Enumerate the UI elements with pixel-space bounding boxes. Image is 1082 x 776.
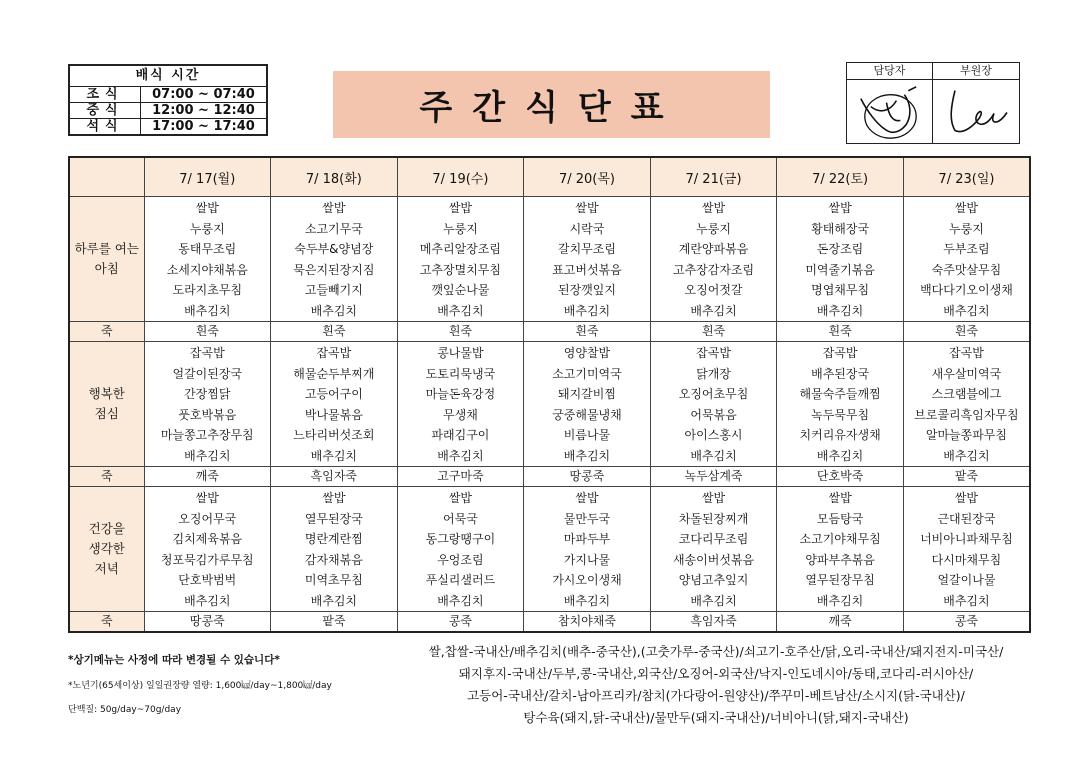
menu-item: 배추김치 (690, 303, 737, 318)
menu-item: 누룽지 (443, 221, 478, 236)
day-header: 7/ 19(수) (397, 157, 524, 197)
juk-item: 팥죽 (271, 612, 398, 633)
menu-item: 잡곡밥 (949, 346, 984, 360)
menu-item: 쌀밥 (701, 201, 726, 215)
day-header: 7/ 21(금) (650, 157, 777, 197)
juk-item: 흰죽 (903, 322, 1030, 342)
menu-item: 알마늘쫑파무침 (925, 428, 1008, 442)
lunch-menu-cell (524, 342, 651, 467)
breakfast-menu-cell (903, 197, 1030, 322)
approval-box (846, 62, 1020, 144)
menu-item: 쌀밥 (828, 201, 852, 215)
menu-item: 누룽지 (696, 221, 731, 236)
menu-item: 배추김치 (563, 448, 611, 463)
juk-item: 흰죽 (271, 322, 398, 342)
menu-item: 미역줄기볶음 (805, 262, 875, 277)
menu-item: 갈치무조림 (557, 242, 616, 256)
menu-item: 묵은지된장지짐 (293, 262, 375, 277)
menu-item: 배추김치 (437, 448, 484, 463)
menu-item: 누룽지 (949, 221, 984, 236)
menu-item: 배추김치 (816, 448, 864, 463)
dinner-label-line: 생각한 (88, 541, 125, 556)
menu-item: 궁중해물냉채 (552, 407, 622, 422)
menu-item: 배추김치 (943, 593, 990, 608)
menu-item: 숙주맛살무침 (931, 262, 1002, 277)
breakfast-label-line: 아침 (94, 261, 119, 276)
menu-item: 돈장조림 (816, 242, 864, 256)
day-header: 7/ 20(목) (524, 157, 651, 197)
menu-item: 배추김치 (184, 303, 231, 318)
energy-recommendation: *노년기(65세이상) 일일권장량 열량: 1,600㎉/day~1,800㎉/day (68, 681, 332, 691)
menu-item: 배추김치 (310, 303, 358, 318)
menu-item: 푸실리샐러드 (425, 573, 496, 587)
day-header-row (69, 157, 1030, 197)
juk-item: 콩죽 (397, 612, 524, 633)
menu-item: 콩나물밥 (437, 346, 484, 360)
lunch-label-line: 행복한 (88, 386, 125, 401)
menu-item: 고추장멸치무침 (419, 262, 501, 277)
menu-item: 배추김치 (310, 593, 358, 608)
dinner-time-label: 석식 (69, 119, 141, 136)
dinner-menu-cell (144, 487, 271, 612)
menu-item: 배추김치 (563, 593, 611, 608)
menu-item: 가시오이생채 (552, 573, 622, 587)
menu-item: 해물숙주들깨찜 (799, 387, 881, 401)
juk-item: 땅콩죽 (524, 467, 651, 487)
origin-line: 고등어-국내산/갈치-남아프리카/참치(가다랑어-원양산)/쭈꾸미-베트남산/소시지(닭-국내산)/ (467, 688, 965, 703)
menu-item: 마늘돈육강정 (425, 387, 496, 401)
menu-item: 양파부추볶음 (805, 552, 875, 567)
menu-item: 배추김치 (437, 593, 484, 608)
approval-header-staff: 담당자 (847, 63, 933, 80)
menu-item: 쌀밥 (575, 201, 599, 215)
change-notice: *상기메뉴는 사정에 따라 변경될 수 있습니다* (68, 654, 280, 666)
menu-item: 소고기야채무침 (799, 532, 881, 546)
menu-item: 메추리알장조림 (419, 242, 501, 256)
menu-item: 새우살미역국 (931, 366, 1002, 381)
juk-item: 참치야채죽 (524, 612, 651, 633)
breakfast-menu-cell (144, 197, 271, 322)
menu-item: 잡곡밥 (189, 346, 225, 360)
menu-item: 시락국 (569, 221, 605, 236)
juk-item: 깨죽 (144, 467, 271, 487)
protein-recommendation: 단백질: 50g/day~70g/day (68, 705, 182, 715)
juk-item: 녹두삼계죽 (650, 467, 777, 487)
menu-item: 스크램블에그 (931, 387, 1002, 401)
lunch-menu-cell (397, 342, 524, 467)
menu-item: 쌀밥 (575, 491, 599, 505)
menu-item: 깻잎순나물 (431, 283, 490, 297)
menu-item: 동태무조림 (178, 242, 237, 256)
dinner-menu-cell (397, 487, 524, 612)
page-title: 주간식단표 (419, 88, 684, 128)
juk-item: 단호박죽 (777, 467, 904, 487)
menu-item: 백다다기오이생채 (920, 283, 1013, 297)
dinner-row (69, 487, 1030, 612)
menu-item: 열무된장국 (304, 511, 363, 526)
menu-item: 고등어구이 (304, 387, 363, 401)
menu-item: 표고버섯볶음 (552, 262, 622, 277)
menu-item: 잡곡밥 (316, 346, 352, 360)
menu-item: 쌀밥 (954, 201, 979, 215)
menu-item: 풋호박볶음 (178, 407, 237, 422)
day-header: 7/ 23(일) (903, 157, 1030, 197)
menu-item: 배추김치 (690, 593, 737, 608)
menu-item: 아이스홍시 (684, 428, 743, 442)
breakfast-row (69, 197, 1030, 322)
dinner-menu-cell (271, 487, 398, 612)
dinner-menu-cell (777, 487, 904, 612)
menu-item: 근대된장국 (937, 511, 996, 526)
origin-info (396, 641, 1036, 729)
meal-time-table (68, 64, 268, 136)
menu-item: 배추김치 (816, 303, 864, 318)
menu-item: 무생채 (443, 407, 478, 422)
menu-item: 돼지갈비찜 (557, 387, 616, 401)
juk-item: 흰죽 (524, 322, 651, 342)
menu-item: 배추김치 (184, 593, 231, 608)
juk-item: 흰죽 (650, 322, 777, 342)
menu-item: 얼갈이된장국 (172, 366, 243, 381)
menu-item: 우엉조림 (437, 552, 484, 567)
lunch-menu-cell (903, 342, 1030, 467)
menu-item: 닭개장 (696, 366, 731, 381)
menu-item: 황태해장국 (811, 221, 870, 236)
juk-item: 깨죽 (777, 612, 904, 633)
menu-item: 쌀밥 (828, 491, 852, 505)
menu-item: 얼갈이나물 (937, 573, 996, 587)
lunch-juk-row (69, 467, 1030, 487)
juk-item: 땅콩죽 (144, 612, 271, 633)
menu-item: 영양찰밥 (563, 346, 611, 360)
menu-item: 비름나물 (563, 428, 611, 442)
corner-cell (69, 157, 144, 197)
menu-item: 배추김치 (943, 448, 990, 463)
lunch-menu-cell (271, 342, 398, 467)
menu-item: 숙두부&양념장 (294, 242, 374, 256)
dinner-label (69, 487, 144, 612)
menu-item: 해물순두부찌개 (293, 366, 375, 381)
menu-item: 가지나물 (563, 552, 611, 567)
breakfast-label (69, 197, 144, 322)
title-banner (333, 71, 770, 138)
menu-item: 마늘쫑고추장무침 (160, 428, 254, 442)
vice-director-signature-icon (933, 80, 1019, 143)
breakfast-menu-cell (524, 197, 651, 322)
lunch-menu-cell (144, 342, 271, 467)
menu-item: 고들빼기지 (304, 283, 363, 297)
lunch-label (69, 342, 144, 467)
menu-item: 녹두묵무침 (811, 407, 870, 422)
menu-item: 새송이버섯볶음 (672, 552, 755, 567)
menu-item: 명란계란찜 (304, 532, 363, 546)
menu-item: 너비아니파채무침 (920, 532, 1013, 546)
menu-item: 고추장감자조림 (672, 262, 755, 277)
menu-item: 쌀밥 (701, 491, 726, 505)
menu-item: 쌀밥 (954, 491, 979, 505)
menu-item: 배추김치 (310, 448, 358, 463)
juk-item: 팥죽 (903, 467, 1030, 487)
juk-item: 고구마죽 (397, 467, 524, 487)
juk-label: 죽 (69, 322, 144, 342)
juk-item: 콩죽 (903, 612, 1030, 633)
menu-item: 소고기미역국 (552, 366, 622, 381)
menu-item: 쌀밥 (448, 491, 472, 505)
menu-item: 잡곡밥 (696, 346, 731, 360)
menu-item: 코다리무조림 (678, 532, 749, 546)
menu-item: 차돌된장찌개 (678, 511, 749, 526)
dinner-time: 17:00 ~ 17:40 (141, 119, 268, 136)
vice-director-signature (933, 80, 1019, 143)
menu-item: 어묵볶음 (690, 407, 737, 422)
menu-item: 미역초무침 (304, 573, 363, 587)
menu-item: 잡곡밥 (822, 346, 858, 360)
juk-item: 흰죽 (144, 322, 271, 342)
menu-item: 소고기무국 (304, 221, 363, 236)
menu-item: 물만두국 (563, 511, 611, 526)
menu-item: 배추김치 (437, 303, 484, 318)
menu-item: 배추김치 (690, 448, 737, 463)
dinner-menu-cell (650, 487, 777, 612)
menu-item: 도토리묵냉국 (425, 366, 496, 381)
breakfast-menu-cell (271, 197, 398, 322)
breakfast-menu-cell (650, 197, 777, 322)
menu-item: 오징어초무침 (678, 387, 749, 401)
menu-item: 느타리버섯조회 (293, 428, 375, 442)
dinner-menu-cell (903, 487, 1030, 612)
menu-item: 치커리유자생채 (799, 428, 881, 442)
day-header: 7/ 18(화) (271, 157, 398, 197)
meal-time-title: 배식 시간 (69, 65, 267, 87)
menu-item: 어묵국 (443, 511, 478, 526)
menu-item: 쌀밥 (195, 491, 219, 505)
origin-line: 탕수육(돼지,닭-국내산)/물만두(돼지-국내산)/너비아니(닭,돼지-국내산) (523, 710, 909, 725)
breakfast-menu-cell (777, 197, 904, 322)
lunch-label-line: 점심 (94, 406, 119, 421)
staff-signature-icon (847, 80, 932, 143)
breakfast-time: 07:00 ~ 07:40 (141, 87, 268, 103)
menu-item: 배추된장국 (811, 366, 870, 381)
dinner-menu-cell (524, 487, 651, 612)
menu-item: 배추김치 (563, 303, 611, 318)
menu-item: 오징어무국 (178, 511, 237, 526)
juk-item: 흑임자죽 (271, 467, 398, 487)
menu-item: 마파두부 (563, 532, 611, 546)
breakfast-label-line: 하루를 여는 (74, 241, 139, 256)
weekly-menu-table (68, 156, 1031, 633)
menu-item: 모듬탕국 (816, 511, 864, 526)
menu-item: 배추김치 (816, 593, 864, 608)
dinner-label-line: 건강을 (88, 521, 125, 536)
lunch-time: 12:00 ~ 12:40 (141, 103, 268, 119)
menu-item: 단호박범벅 (178, 573, 237, 587)
menu-item: 배추김치 (943, 303, 990, 318)
menu-item: 두부조림 (943, 242, 990, 256)
breakfast-juk-row (69, 322, 1030, 342)
origin-line: 쌀,찹쌀-국내산/배추김치(배추-중국산),(고춧가루-중국산)/쇠고기-호주산/닭,오리-국내산/돼지전지-미국산/ (428, 644, 1004, 659)
day-header: 7/ 17(월) (144, 157, 271, 197)
menu-item: 양념고추잎지 (678, 573, 749, 587)
menu-item: 청포묵김가루무침 (160, 552, 254, 567)
breakfast-menu-cell (397, 197, 524, 322)
menu-item: 김치제육볶음 (172, 532, 243, 546)
menu-item: 간장찜닭 (184, 387, 231, 401)
notes (68, 652, 398, 715)
dinner-label-line: 저녁 (94, 561, 119, 576)
menu-item: 쌀밥 (195, 201, 219, 215)
menu-item: 배추김치 (184, 448, 231, 463)
menu-item: 소세지야채볶음 (166, 262, 248, 277)
menu-item: 쌀밥 (322, 491, 346, 505)
menu-item: 누룽지 (189, 221, 225, 236)
dinner-juk-row (69, 612, 1030, 633)
menu-item: 동그랑땡구이 (425, 532, 496, 546)
menu-item: 파래김구이 (431, 428, 490, 442)
menu-item: 감자채볶음 (304, 552, 363, 567)
menu-item: 오징어젓갈 (684, 283, 743, 297)
lunch-row (69, 342, 1030, 467)
breakfast-time-label: 조식 (69, 87, 141, 103)
menu-item: 박나물볶음 (304, 407, 363, 422)
menu-item: 쌀밥 (448, 201, 472, 215)
day-header: 7/ 22(토) (777, 157, 904, 197)
lunch-menu-cell (650, 342, 777, 467)
menu-item: 명엽채무침 (811, 283, 870, 297)
juk-item: 흑임자죽 (650, 612, 777, 633)
staff-signature (847, 80, 933, 143)
lunch-menu-cell (777, 342, 904, 467)
juk-item: 흰죽 (397, 322, 524, 342)
menu-item: 브로콜리흑임자무침 (914, 407, 1019, 422)
menu-item: 된장깻잎지 (557, 283, 616, 297)
menu-item: 도라지초무침 (172, 283, 243, 297)
menu-item: 쌀밥 (322, 201, 346, 215)
juk-label: 죽 (69, 612, 144, 633)
approval-header-vice-director: 부원장 (933, 63, 1019, 80)
lunch-time-label: 중식 (69, 103, 141, 119)
juk-item: 흰죽 (777, 322, 904, 342)
menu-item: 다시마채무침 (931, 552, 1002, 567)
menu-item: 열무된장무침 (805, 573, 875, 587)
juk-label: 죽 (69, 467, 144, 487)
menu-item: 계란양파볶음 (678, 242, 749, 256)
origin-line: 돼지후지-국내산/두부,콩-국내산,외국산/오징어-외국산/낙지-인도네시아/동태,코다리-러시아산/ (458, 666, 974, 681)
